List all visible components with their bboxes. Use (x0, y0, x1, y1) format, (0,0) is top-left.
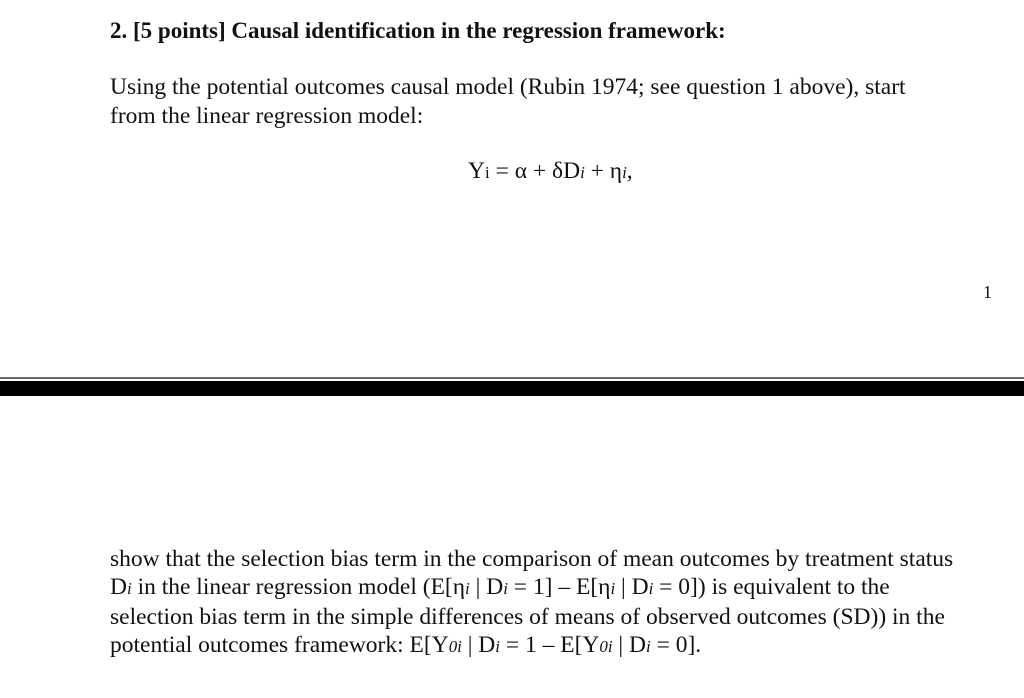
txt-l2c: | D (469, 574, 504, 600)
page-break-bar (0, 381, 1024, 396)
page-number: 1 (983, 282, 992, 302)
eq-sub-i: i (484, 163, 490, 182)
sub-i: i (465, 579, 470, 598)
page-break-line (0, 377, 1024, 379)
txt-l4d: | D (612, 632, 646, 658)
sub-i: i (126, 579, 132, 598)
regression-equation (468, 158, 633, 185)
txt-l2f: = 0]) is equivalent to the (653, 574, 890, 600)
eq-part-2: + η (584, 158, 623, 184)
sub-i: i (610, 579, 616, 598)
txt-l2e: | D (615, 574, 649, 600)
sub-i: i (495, 637, 500, 656)
task-line-1: show that the selection bias term in the comparison of mean outcomes by treatment status (110, 546, 954, 572)
eq-Y: Y (468, 158, 485, 184)
task-line-3: selection bias term in the simple differences of means of observed outcomes (SD)) in the (110, 604, 945, 630)
txt-l4b: | D (461, 632, 496, 658)
sub-0i: 0i (448, 637, 462, 656)
txt-l4c: = 1 – E[Y (499, 632, 600, 658)
eq-part-1: = α + δD (489, 158, 581, 184)
eq-sub-i-italic: i (580, 163, 585, 182)
txt-l4e: = 0]. (650, 632, 702, 658)
txt-l2d: = 1] – E[η (507, 574, 611, 600)
sub-i: i (645, 637, 651, 656)
txt-l4a: potential outcomes framework: E[Y (110, 632, 449, 658)
eq-end: , (626, 158, 633, 184)
task-line-4 (110, 631, 1000, 661)
question-heading: 2. [5 points] Causal identification in the regression framework: (110, 18, 726, 43)
task-paragraph (110, 545, 1000, 661)
task-line-2 (110, 573, 1000, 603)
txt-l2b: in the linear regression model (E[η (131, 574, 466, 600)
sub-i: i (648, 579, 654, 598)
intro-line-2: from the linear regression model: (110, 102, 424, 129)
eq-sub-i-italic-2: i (622, 163, 627, 182)
sub-0i: 0i (599, 637, 613, 656)
txt-D: D (110, 574, 127, 600)
intro-paragraph (110, 73, 990, 130)
sub-i: i (503, 579, 508, 598)
intro-line-1: Using the potential outcomes causal model (Rubin 1974; see question 1 above), start (110, 74, 906, 100)
